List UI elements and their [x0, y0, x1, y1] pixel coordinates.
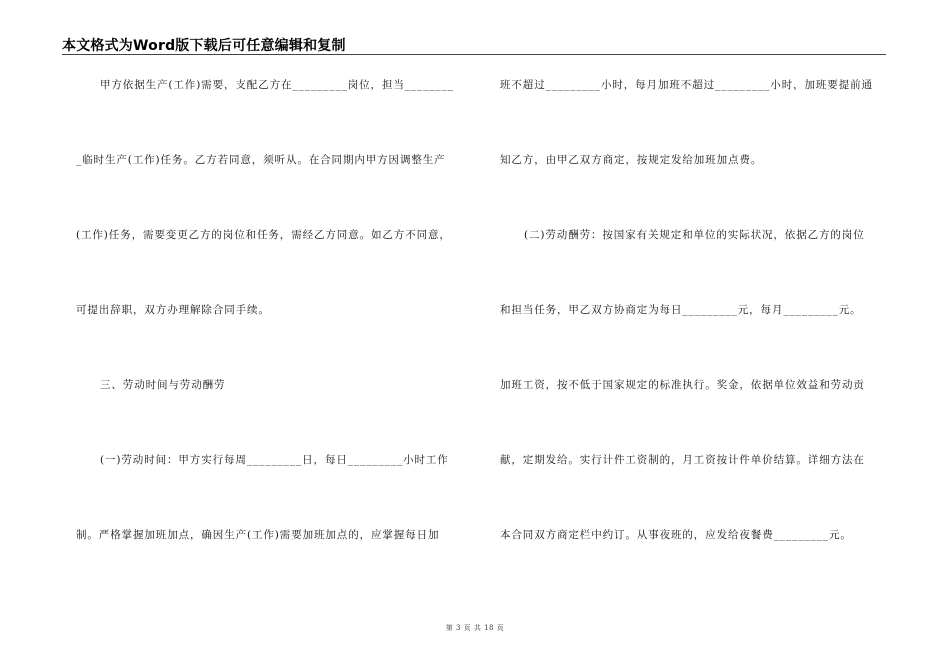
paragraph-line: 献，定期发给。实行计件工资制的，月工资按计件单价结算。详细方法在	[500, 454, 865, 466]
paragraph-line: (一)劳动时间：甲方实行每周_________日，每日_________小时工作	[100, 454, 449, 466]
paragraph-line: 制。严格掌握加班加点，确因生产(工作)需要加班加点的，应掌握每日加	[76, 529, 440, 541]
paragraph-line: 知乙方，由甲乙双方商定，按规定发给加班加点费。	[500, 154, 763, 166]
paragraph-line: _临时生产(工作)任务。乙方若同意，须听从。在合同期内甲方因调整生产	[76, 154, 446, 166]
paragraph-line: (工作)任务，需要变更乙方的岗位和任务，需经乙方同意。如乙方不同意，	[76, 229, 451, 241]
paragraph-line: (二)劳动酬劳：按国家有关规定和单位的实际状况，依据乙方的岗位	[524, 229, 865, 241]
paragraph-line: 甲方依据生产(工作)需要，支配乙方在_________岗位，担当________	[100, 79, 454, 91]
document-header-title: 本文格式为Word版下载后可任意编辑和复制	[62, 38, 346, 54]
paragraph-line: 本合同双方商定栏中约订。从事夜班的，应发给夜餐费_________元。	[500, 529, 852, 541]
paragraph-line: 班不超过_________小时，每月加班不超过_________小时，加班要提前通	[500, 79, 873, 91]
page-number-footer: 第 3 页 共 18 页	[445, 624, 505, 632]
paragraph-line: 可提出辞职，双方办理解除合同手续。	[76, 304, 270, 316]
paragraph-line: 和担当任务，甲乙双方协商定为每日_________元，每月_________元。	[500, 304, 862, 316]
paragraph-line: 加班工资，按不低于国家规定的标准执行。奖金，依据单位效益和劳动贡	[500, 379, 865, 391]
section-heading: 三、劳动时间与劳动酬劳	[100, 379, 226, 391]
header-divider	[62, 54, 886, 55]
